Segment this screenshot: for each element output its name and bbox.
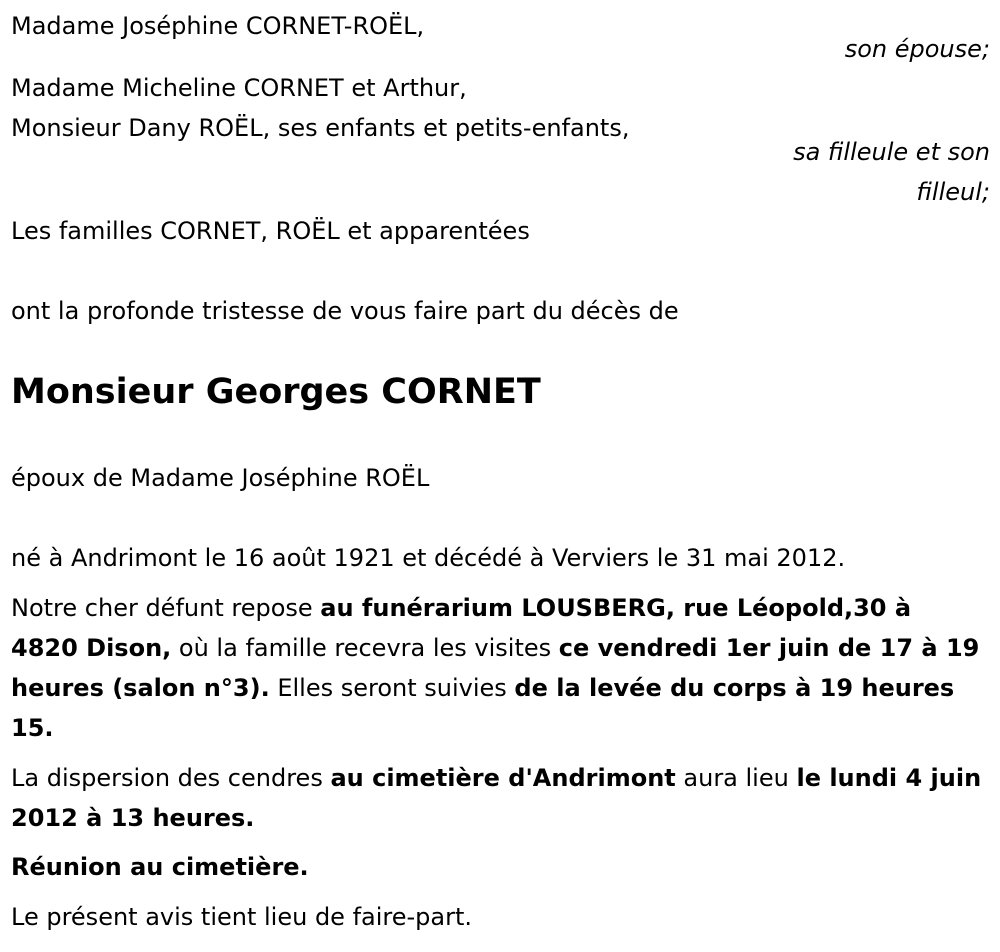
- repose-paragraph: [11, 588, 986, 748]
- repose-text-2: où la famille recevra les visites: [171, 634, 559, 662]
- repose-location: au funérarium LOUSBERG, rue Léopold,30 à 4820 Dison,: [11, 594, 912, 662]
- repose-levee-time: de la levée du corps à 19 heures 15.: [11, 674, 955, 742]
- repose-visit-time: ce vendredi 1er juin de 17 à 19 heures (salon n°3).: [11, 634, 980, 702]
- family-line-children: Madame Micheline CORNET et Arthur,: [11, 74, 467, 102]
- birth-death-line: né à Andrimont le 16 août 1921 et décédé à Verviers le 31 mai 2012.: [11, 544, 846, 572]
- repose-text-3: Elles seront suivies: [269, 674, 515, 702]
- spouse-line: époux de Madame Joséphine ROËL: [11, 464, 430, 492]
- dispersion-text-1: La dispersion des cendres: [11, 764, 331, 792]
- dispersion-date: le lundi 4 juin 2012 à 13 heures.: [11, 764, 982, 832]
- deceased-name: Monsieur Georges CORNET: [11, 372, 541, 412]
- closing-line: Le présent avis tient lieu de faire-part.: [11, 903, 473, 931]
- meeting-line: Réunion au cimetière.: [11, 853, 309, 881]
- repose-text-1: Notre cher défunt repose: [11, 594, 321, 622]
- relation-note-godchildren-a: sa filleule et son: [793, 138, 990, 166]
- dispersion-location: au cimetière d'Andrimont: [330, 764, 676, 792]
- announcement-line: ont la profonde tristesse de vous faire part du décès de: [11, 297, 679, 325]
- dispersion-text-2: aura lieu: [675, 764, 797, 792]
- family-line-spouse: Madame Joséphine CORNET-ROËL,: [11, 12, 425, 40]
- family-line-relatives: Les familles CORNET, ROËL et apparentées: [11, 217, 530, 245]
- relation-note-spouse: son épouse;: [844, 35, 990, 63]
- family-line-grandchildren: Monsieur Dany ROËL, ses enfants et petits-enfants,: [11, 114, 630, 142]
- dispersion-paragraph: [11, 758, 986, 838]
- relation-note-godchildren-b: filleul;: [916, 178, 990, 206]
